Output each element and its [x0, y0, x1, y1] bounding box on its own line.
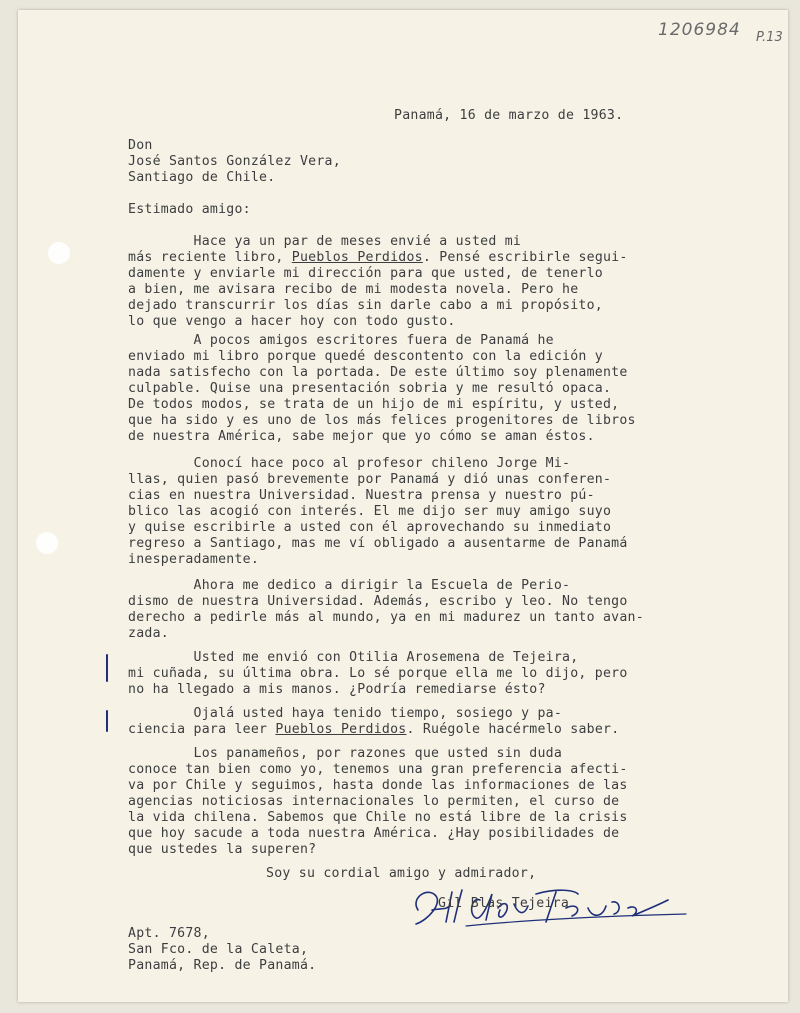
- body-line-with-title: más reciente libro, Pueblos Perdidos. Pensé escribirle segui-: [128, 250, 628, 265]
- body-line: nada satisfecho con la portada. De este último soy plenamente: [128, 365, 628, 380]
- body-line: derecho a pedirle más al mundo, ya en mi madurez un tanto avan-: [128, 610, 644, 625]
- salutation: Estimado amigo:: [128, 202, 251, 217]
- body-line: va por Chile y seguimos, hasta donde las informaciones de las: [128, 778, 628, 793]
- body-line: zada.: [128, 626, 169, 641]
- body-line: lo que vengo a hacer hoy con todo gusto.: [128, 314, 456, 329]
- body-line: A pocos amigos escritores fuera de Panamá he: [128, 333, 554, 348]
- body-line: y quise escribirle a usted con él aprovechando su inmediato: [128, 520, 612, 535]
- body-line: agencias noticiosas internacionales lo permiten, el curso de: [128, 794, 620, 809]
- punch-hole: [36, 532, 58, 554]
- body-line: a bien, me avisara recibo de mi modesta novela. Pero he: [128, 282, 579, 297]
- body-line: que hoy sacude a toda nuestra América. ¿Hay posibilidades de: [128, 826, 620, 841]
- margin-mark: [106, 710, 108, 732]
- body-line: Los panameños, por razones que usted sin duda: [128, 746, 563, 761]
- sender-address-line: Apt. 7678,: [128, 926, 210, 941]
- book-title: Pueblos Perdidos: [275, 722, 407, 737]
- body-line: llas, quien pasó brevemente por Panamá y dió unas conferen-: [128, 472, 612, 487]
- body-line-with-title: ciencia para leer Pueblos Perdidos. Ruégole hacérmelo saber.: [128, 722, 620, 737]
- body-line: la vida chilena. Sabemos que Chile no está libre de la crisis: [128, 810, 628, 825]
- body-line: que ustedes la superen?: [128, 842, 317, 857]
- body-line: Usted me envió con Otilia Arosemena de Tejeira,: [128, 650, 579, 665]
- body-line: blico las acogió con interés. El me dijo ser muy amigo suyo: [128, 504, 612, 519]
- body-line: damente y enviarle mi dirección para que usted, de tenerlo: [128, 266, 603, 281]
- body-line: cias en nuestra Universidad. Nuestra prensa y nuestro pú-: [128, 488, 595, 503]
- body-line: Hace ya un par de meses envié a usted mi: [128, 234, 522, 249]
- letter-date: Panamá, 16 de marzo de 1963.: [394, 108, 624, 123]
- body-line: mi cuñada, su última obra. Lo sé porque ella me lo dijo, pero: [128, 666, 628, 681]
- letter-page: [18, 10, 788, 1002]
- book-title: Pueblos Perdidos: [291, 250, 423, 265]
- addressee-line: Santiago de Chile.: [128, 170, 276, 185]
- archive-page-mark: P.13: [756, 30, 783, 45]
- margin-mark: [106, 654, 108, 682]
- body-line: De todos modos, se trata de un hijo de mi espíritu, y usted,: [128, 397, 620, 412]
- body-line: que ha sido y es uno de los más felices progenitores de libros: [128, 413, 636, 428]
- archive-number: 1206984: [658, 20, 741, 40]
- punch-hole: [48, 242, 70, 264]
- body-line: Ojalá usted haya tenido tiempo, sosiego y pa-: [128, 706, 563, 721]
- sender-address-line: Panamá, Rep. de Panamá.: [128, 958, 317, 973]
- body-line: dejado transcurrir los días sin darle cabo a mi propósito,: [128, 298, 603, 313]
- body-line: conoce tan bien como yo, tenemos una gran preferencia afecti-: [128, 762, 628, 777]
- addressee-line: José Santos González Vera,: [128, 154, 341, 169]
- body-line: Ahora me dedico a dirigir la Escuela de Perio-: [128, 578, 571, 593]
- sender-address-line: San Fco. de la Caleta,: [128, 942, 309, 957]
- closing: Soy su cordial amigo y admirador,: [266, 866, 537, 881]
- body-line: culpable. Quise una presentación sobria y me resultó opaca.: [128, 381, 612, 396]
- body-line: no ha llegado a mis manos. ¿Podría remediarse ésto?: [128, 682, 546, 697]
- addressee-line: Don: [128, 138, 153, 153]
- body-line: regreso a Santiago, mas me ví obligado a ausentarme de Panamá: [128, 536, 628, 551]
- body-line: Conocí hace poco al profesor chileno Jorge Mi-: [128, 456, 571, 471]
- body-line: dismo de nuestra Universidad. Además, escribo y leo. No tengo: [128, 594, 628, 609]
- body-line: de nuestra América, sabe mejor que yo cómo se aman éstos.: [128, 429, 595, 444]
- body-line: enviado mi libro porque quedé descontento con la edición y: [128, 349, 603, 364]
- body-line: inesperadamente.: [128, 552, 260, 567]
- typed-signatory-name: Gil Blas Tejeira: [438, 896, 570, 911]
